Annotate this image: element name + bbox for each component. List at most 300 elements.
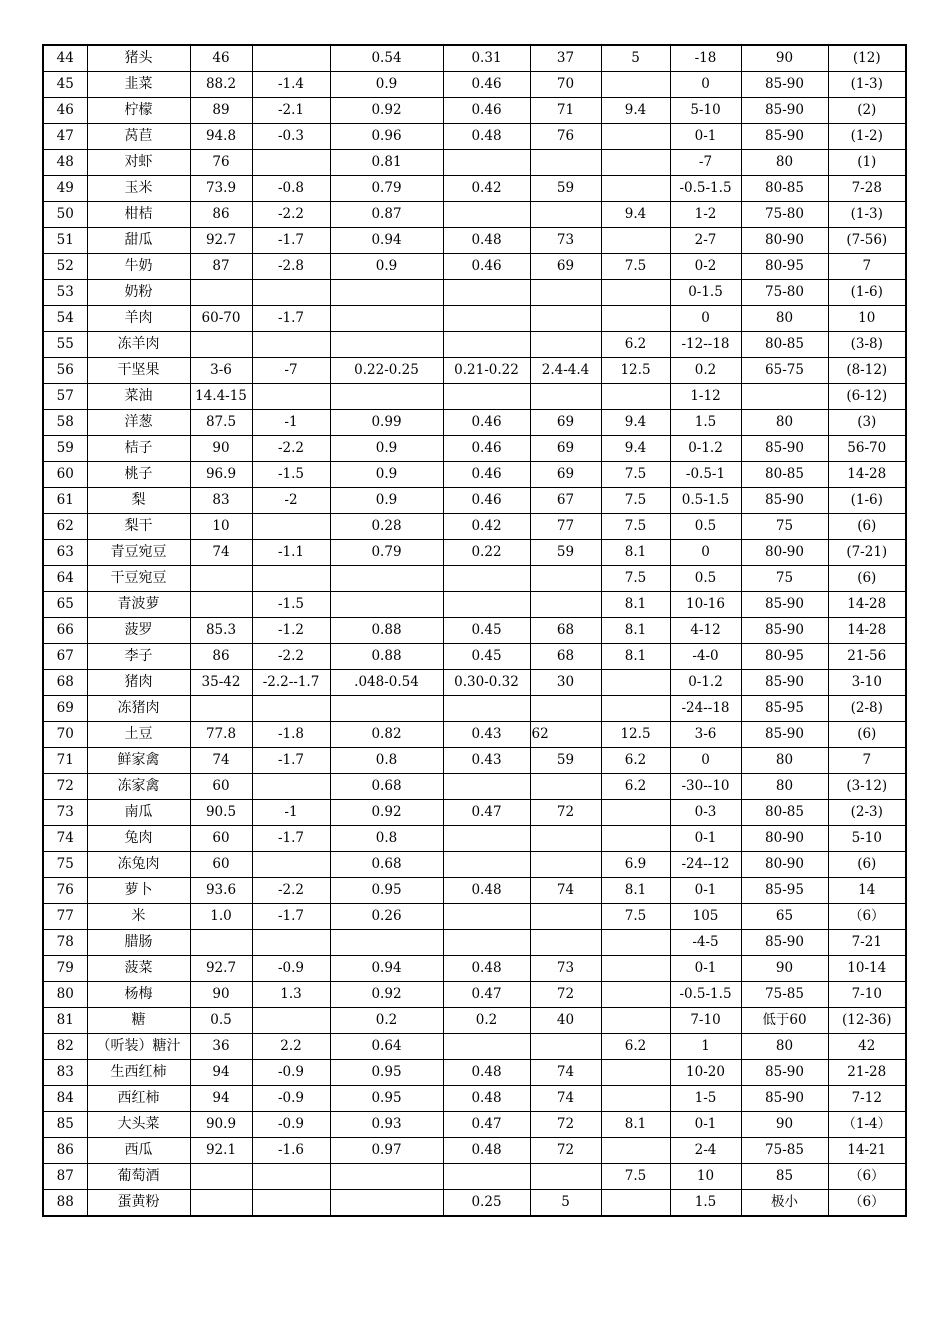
food-name-cell: 萝卜 xyxy=(87,878,190,904)
freezing-point-cell xyxy=(252,45,330,72)
heat-of-respiration-cell xyxy=(601,956,670,982)
specific-heat-above-freezing-cell: 0.92 xyxy=(330,98,443,124)
table-row xyxy=(43,800,906,826)
freezing-point-cell: 2.2 xyxy=(252,1034,330,1060)
specific-heat-below-freezing-cell: 0.47 xyxy=(443,1112,530,1138)
relative-humidity-cell: 85-90 xyxy=(741,98,828,124)
row-number-cell: 67 xyxy=(43,644,87,670)
specific-heat-above-freezing-cell: 0.9 xyxy=(330,488,443,514)
latent-heat-cell xyxy=(530,150,601,176)
food-name-cell: （听装）糖汁 xyxy=(87,1034,190,1060)
storage-temperature-cell: 1-5 xyxy=(670,1086,741,1112)
relative-humidity-cell: 80-85 xyxy=(741,332,828,358)
latent-heat-cell xyxy=(530,696,601,722)
table-row xyxy=(43,176,906,202)
relative-humidity-cell: 80-85 xyxy=(741,800,828,826)
food-name-cell: 对虾 xyxy=(87,150,190,176)
specific-heat-below-freezing-cell: 0.47 xyxy=(443,982,530,1008)
storage-temperature-cell: -12--18 xyxy=(670,332,741,358)
specific-heat-below-freezing-cell: 0.2 xyxy=(443,1008,530,1034)
specific-heat-above-freezing-cell xyxy=(330,930,443,956)
latent-heat-cell xyxy=(530,384,601,410)
food-name-cell: 兔肉 xyxy=(87,826,190,852)
food-name-cell: 莴苣 xyxy=(87,124,190,150)
specific-heat-below-freezing-cell: 0.48 xyxy=(443,956,530,982)
storage-temperature-cell: 2-4 xyxy=(670,1138,741,1164)
water-content-cell: 90 xyxy=(190,982,252,1008)
relative-humidity-cell: 85-90 xyxy=(741,722,828,748)
storage-temperature-cell: -7 xyxy=(670,150,741,176)
heat-of-respiration-cell xyxy=(601,1060,670,1086)
freezing-point-cell xyxy=(252,1164,330,1190)
specific-heat-below-freezing-cell: 0.42 xyxy=(443,176,530,202)
storage-temperature-cell: 105 xyxy=(670,904,741,930)
storage-temperature-cell: 0-1 xyxy=(670,826,741,852)
relative-humidity-cell: 80-95 xyxy=(741,254,828,280)
specific-heat-below-freezing-cell xyxy=(443,280,530,306)
food-name-cell: 李子 xyxy=(87,644,190,670)
storage-temperature-cell: 0-3 xyxy=(670,800,741,826)
table-row xyxy=(43,202,906,228)
specific-heat-above-freezing-cell xyxy=(330,280,443,306)
latent-heat-cell: 37 xyxy=(530,45,601,72)
heat-of-respiration-cell: 6.9 xyxy=(601,852,670,878)
freezing-point-cell: -0.9 xyxy=(252,1060,330,1086)
table-row xyxy=(43,696,906,722)
heat-of-respiration-cell xyxy=(601,176,670,202)
specific-heat-above-freezing-cell xyxy=(330,592,443,618)
heat-of-respiration-cell: 8.1 xyxy=(601,618,670,644)
heat-of-respiration-cell xyxy=(601,1190,670,1217)
latent-heat-cell: 69 xyxy=(530,410,601,436)
heat-of-respiration-cell: 12.5 xyxy=(601,358,670,384)
water-content-cell xyxy=(190,566,252,592)
freezing-point-cell: -1 xyxy=(252,410,330,436)
specific-heat-above-freezing-cell xyxy=(330,1190,443,1217)
latent-heat-cell: 74 xyxy=(530,1086,601,1112)
storage-temperature-cell: 10-20 xyxy=(670,1060,741,1086)
relative-humidity-cell: 80 xyxy=(741,774,828,800)
water-content-cell: 90 xyxy=(190,436,252,462)
specific-heat-below-freezing-cell xyxy=(443,774,530,800)
specific-heat-below-freezing-cell: 0.46 xyxy=(443,98,530,124)
storage-period-cell: (8-12) xyxy=(828,358,906,384)
specific-heat-below-freezing-cell xyxy=(443,826,530,852)
freezing-point-cell: 1.3 xyxy=(252,982,330,1008)
relative-humidity-cell: 80-90 xyxy=(741,228,828,254)
freezing-point-cell: -1.1 xyxy=(252,540,330,566)
storage-period-cell: (3) xyxy=(828,410,906,436)
storage-period-cell: 7-28 xyxy=(828,176,906,202)
latent-heat-cell xyxy=(530,774,601,800)
table-row xyxy=(43,1164,906,1190)
freezing-point-cell: -1.6 xyxy=(252,1138,330,1164)
storage-period-cell: 7 xyxy=(828,254,906,280)
relative-humidity-cell: 80 xyxy=(741,150,828,176)
row-number-cell: 72 xyxy=(43,774,87,800)
latent-heat-cell: 69 xyxy=(530,436,601,462)
row-number-cell: 66 xyxy=(43,618,87,644)
specific-heat-below-freezing-cell: 0.31 xyxy=(443,45,530,72)
freezing-point-cell xyxy=(252,696,330,722)
row-number-cell: 60 xyxy=(43,462,87,488)
specific-heat-below-freezing-cell: 0.21-0.22 xyxy=(443,358,530,384)
storage-temperature-cell: -30--10 xyxy=(670,774,741,800)
latent-heat-cell: 70 xyxy=(530,72,601,98)
relative-humidity-cell: 85-90 xyxy=(741,436,828,462)
specific-heat-above-freezing-cell: 0.95 xyxy=(330,878,443,904)
storage-period-cell: (2-3) xyxy=(828,800,906,826)
latent-heat-cell: 40 xyxy=(530,1008,601,1034)
specific-heat-above-freezing-cell: 0.92 xyxy=(330,800,443,826)
water-content-cell: 14.4-15 xyxy=(190,384,252,410)
specific-heat-below-freezing-cell: 0.46 xyxy=(443,254,530,280)
row-number-cell: 46 xyxy=(43,98,87,124)
relative-humidity-cell: 90 xyxy=(741,956,828,982)
table-row xyxy=(43,904,906,930)
table-row xyxy=(43,332,906,358)
row-number-cell: 45 xyxy=(43,72,87,98)
specific-heat-above-freezing-cell xyxy=(330,566,443,592)
specific-heat-below-freezing-cell xyxy=(443,904,530,930)
specific-heat-above-freezing-cell: 0.8 xyxy=(330,748,443,774)
storage-temperature-cell: 0-1 xyxy=(670,878,741,904)
latent-heat-cell xyxy=(530,280,601,306)
storage-temperature-cell: -18 xyxy=(670,45,741,72)
storage-period-cell: 14-28 xyxy=(828,462,906,488)
storage-period-cell: (1-6) xyxy=(828,280,906,306)
specific-heat-below-freezing-cell xyxy=(443,1034,530,1060)
relative-humidity-cell: 80-90 xyxy=(741,826,828,852)
freezing-point-cell: -2.2--1.7 xyxy=(252,670,330,696)
row-number-cell: 86 xyxy=(43,1138,87,1164)
heat-of-respiration-cell xyxy=(601,826,670,852)
specific-heat-below-freezing-cell: 0.46 xyxy=(443,462,530,488)
storage-temperature-cell: 3-6 xyxy=(670,722,741,748)
water-content-cell: 60-70 xyxy=(190,306,252,332)
specific-heat-above-freezing-cell: .048-0.54 xyxy=(330,670,443,696)
water-content-cell: 89 xyxy=(190,98,252,124)
storage-temperature-cell: 4-12 xyxy=(670,618,741,644)
table-row xyxy=(43,488,906,514)
row-number-cell: 51 xyxy=(43,228,87,254)
row-number-cell: 44 xyxy=(43,45,87,72)
heat-of-respiration-cell xyxy=(601,72,670,98)
storage-period-cell: (1-2) xyxy=(828,124,906,150)
storage-temperature-cell: 0-1.5 xyxy=(670,280,741,306)
relative-humidity-cell: 80-95 xyxy=(741,644,828,670)
water-content-cell: 87.5 xyxy=(190,410,252,436)
heat-of-respiration-cell: 7.5 xyxy=(601,488,670,514)
table-row xyxy=(43,566,906,592)
heat-of-respiration-cell: 8.1 xyxy=(601,644,670,670)
table-row xyxy=(43,592,906,618)
relative-humidity-cell: 85-90 xyxy=(741,592,828,618)
water-content-cell: 90.9 xyxy=(190,1112,252,1138)
row-number-cell: 74 xyxy=(43,826,87,852)
latent-heat-cell: 72 xyxy=(530,1112,601,1138)
freezing-point-cell xyxy=(252,514,330,540)
storage-period-cell: 5-10 xyxy=(828,826,906,852)
storage-period-cell: (6) xyxy=(828,722,906,748)
heat-of-respiration-cell xyxy=(601,124,670,150)
heat-of-respiration-cell: 8.1 xyxy=(601,1112,670,1138)
latent-heat-cell xyxy=(530,306,601,332)
storage-temperature-cell: 0-1 xyxy=(670,956,741,982)
row-number-cell: 61 xyxy=(43,488,87,514)
water-content-cell: 90.5 xyxy=(190,800,252,826)
freezing-point-cell: -2.2 xyxy=(252,436,330,462)
specific-heat-above-freezing-cell: 0.28 xyxy=(330,514,443,540)
row-number-cell: 57 xyxy=(43,384,87,410)
storage-temperature-cell: 0.2 xyxy=(670,358,741,384)
specific-heat-below-freezing-cell xyxy=(443,852,530,878)
latent-heat-cell: 67 xyxy=(530,488,601,514)
freezing-point-cell: -0.9 xyxy=(252,1086,330,1112)
table-row xyxy=(43,1034,906,1060)
heat-of-respiration-cell: 7.5 xyxy=(601,904,670,930)
heat-of-respiration-cell: 6.2 xyxy=(601,332,670,358)
storage-temperature-cell: -4-0 xyxy=(670,644,741,670)
relative-humidity-cell: 65-75 xyxy=(741,358,828,384)
latent-heat-cell xyxy=(530,1164,601,1190)
specific-heat-below-freezing-cell xyxy=(443,1164,530,1190)
specific-heat-above-freezing-cell: 0.81 xyxy=(330,150,443,176)
specific-heat-above-freezing-cell: 0.95 xyxy=(330,1060,443,1086)
relative-humidity-cell: 80 xyxy=(741,306,828,332)
row-number-cell: 84 xyxy=(43,1086,87,1112)
table-row xyxy=(43,1008,906,1034)
storage-period-cell: (6) xyxy=(828,514,906,540)
latent-heat-cell: 77 xyxy=(530,514,601,540)
storage-period-cell: (6) xyxy=(828,852,906,878)
relative-humidity-cell: 85-90 xyxy=(741,618,828,644)
water-content-cell xyxy=(190,1164,252,1190)
latent-heat-cell: 30 xyxy=(530,670,601,696)
specific-heat-below-freezing-cell xyxy=(443,566,530,592)
specific-heat-below-freezing-cell xyxy=(443,332,530,358)
storage-temperature-cell: 10 xyxy=(670,1164,741,1190)
food-name-cell: 青豆宛豆 xyxy=(87,540,190,566)
latent-heat-cell xyxy=(530,592,601,618)
table-row xyxy=(43,98,906,124)
freezing-point-cell xyxy=(252,280,330,306)
storage-period-cell: (3-8) xyxy=(828,332,906,358)
specific-heat-above-freezing-cell xyxy=(330,306,443,332)
specific-heat-below-freezing-cell: 0.48 xyxy=(443,1138,530,1164)
storage-temperature-cell: -0.5-1 xyxy=(670,462,741,488)
table-row xyxy=(43,722,906,748)
water-content-cell: 86 xyxy=(190,202,252,228)
specific-heat-below-freezing-cell xyxy=(443,930,530,956)
table-row xyxy=(43,462,906,488)
storage-temperature-cell: -24--18 xyxy=(670,696,741,722)
table-row xyxy=(43,150,906,176)
water-content-cell: 94 xyxy=(190,1060,252,1086)
heat-of-respiration-cell: 7.5 xyxy=(601,462,670,488)
specific-heat-below-freezing-cell: 0.48 xyxy=(443,1060,530,1086)
water-content-cell xyxy=(190,280,252,306)
freezing-point-cell: -2.8 xyxy=(252,254,330,280)
relative-humidity-cell: 90 xyxy=(741,1112,828,1138)
table-row xyxy=(43,124,906,150)
specific-heat-above-freezing-cell: 0.94 xyxy=(330,228,443,254)
food-name-cell: 甜瓜 xyxy=(87,228,190,254)
row-number-cell: 47 xyxy=(43,124,87,150)
water-content-cell: 92.1 xyxy=(190,1138,252,1164)
table-row xyxy=(43,748,906,774)
food-name-cell: 韭菜 xyxy=(87,72,190,98)
freezing-point-cell xyxy=(252,1008,330,1034)
storage-period-cell: (1) xyxy=(828,150,906,176)
relative-humidity-cell: 80 xyxy=(741,748,828,774)
freezing-point-cell: -1.8 xyxy=(252,722,330,748)
specific-heat-below-freezing-cell xyxy=(443,202,530,228)
specific-heat-above-freezing-cell xyxy=(330,332,443,358)
specific-heat-above-freezing-cell: 0.96 xyxy=(330,124,443,150)
food-name-cell: 西红柿 xyxy=(87,1086,190,1112)
heat-of-respiration-cell: 7.5 xyxy=(601,1164,670,1190)
specific-heat-below-freezing-cell xyxy=(443,306,530,332)
row-number-cell: 54 xyxy=(43,306,87,332)
row-number-cell: 49 xyxy=(43,176,87,202)
table-row xyxy=(43,1086,906,1112)
latent-heat-cell: 72 xyxy=(530,982,601,1008)
row-number-cell: 65 xyxy=(43,592,87,618)
storage-temperature-cell: 0.5 xyxy=(670,566,741,592)
relative-humidity-cell: 85 xyxy=(741,1164,828,1190)
specific-heat-below-freezing-cell: 0.30-0.32 xyxy=(443,670,530,696)
food-name-cell: 奶粉 xyxy=(87,280,190,306)
water-content-cell: 88.2 xyxy=(190,72,252,98)
row-number-cell: 75 xyxy=(43,852,87,878)
water-content-cell: 46 xyxy=(190,45,252,72)
table-row xyxy=(43,930,906,956)
freezing-point-cell: -1 xyxy=(252,800,330,826)
freezing-point-cell: -1.5 xyxy=(252,462,330,488)
food-name-cell: 南瓜 xyxy=(87,800,190,826)
food-name-cell: 梨 xyxy=(87,488,190,514)
freezing-point-cell xyxy=(252,150,330,176)
storage-data-table xyxy=(42,44,907,1217)
storage-period-cell: （6） xyxy=(828,904,906,930)
water-content-cell: 83 xyxy=(190,488,252,514)
food-name-cell: 大头菜 xyxy=(87,1112,190,1138)
food-name-cell: 土豆 xyxy=(87,722,190,748)
storage-temperature-cell: 0-1.2 xyxy=(670,670,741,696)
specific-heat-below-freezing-cell: 0.46 xyxy=(443,488,530,514)
water-content-cell: 92.7 xyxy=(190,956,252,982)
relative-humidity-cell: 85-90 xyxy=(741,930,828,956)
table-row xyxy=(43,1190,906,1217)
row-number-cell: 83 xyxy=(43,1060,87,1086)
freezing-point-cell: -2.1 xyxy=(252,98,330,124)
relative-humidity-cell: 85-90 xyxy=(741,124,828,150)
latent-heat-cell: 73 xyxy=(530,956,601,982)
row-number-cell: 58 xyxy=(43,410,87,436)
row-number-cell: 59 xyxy=(43,436,87,462)
specific-heat-above-freezing-cell: 0.9 xyxy=(330,254,443,280)
heat-of-respiration-cell xyxy=(601,1008,670,1034)
specific-heat-above-freezing-cell: 0.82 xyxy=(330,722,443,748)
food-name-cell: 杨梅 xyxy=(87,982,190,1008)
relative-humidity-cell: 85-95 xyxy=(741,878,828,904)
storage-period-cell: (12-36) xyxy=(828,1008,906,1034)
storage-temperature-cell: 0.5 xyxy=(670,514,741,540)
table-row xyxy=(43,878,906,904)
table-row xyxy=(43,670,906,696)
row-number-cell: 56 xyxy=(43,358,87,384)
table-row xyxy=(43,826,906,852)
specific-heat-below-freezing-cell: 0.42 xyxy=(443,514,530,540)
food-name-cell: 牛奶 xyxy=(87,254,190,280)
latent-heat-cell: 71 xyxy=(530,98,601,124)
latent-heat-cell: 5 xyxy=(530,1190,601,1217)
storage-period-cell: 10 xyxy=(828,306,906,332)
specific-heat-below-freezing-cell: 0.25 xyxy=(443,1190,530,1217)
row-number-cell: 81 xyxy=(43,1008,87,1034)
row-number-cell: 82 xyxy=(43,1034,87,1060)
storage-temperature-cell: -4-5 xyxy=(670,930,741,956)
food-name-cell: 生西红柿 xyxy=(87,1060,190,1086)
storage-period-cell: 14 xyxy=(828,878,906,904)
storage-temperature-cell: 0-1.2 xyxy=(670,436,741,462)
specific-heat-below-freezing-cell: 0.45 xyxy=(443,618,530,644)
heat-of-respiration-cell: 7.5 xyxy=(601,566,670,592)
specific-heat-below-freezing-cell: 0.46 xyxy=(443,436,530,462)
row-number-cell: 64 xyxy=(43,566,87,592)
freezing-point-cell xyxy=(252,384,330,410)
storage-period-cell: (7-56) xyxy=(828,228,906,254)
water-content-cell xyxy=(190,930,252,956)
heat-of-respiration-cell: 9.4 xyxy=(601,410,670,436)
table-row xyxy=(43,358,906,384)
heat-of-respiration-cell: 8.1 xyxy=(601,592,670,618)
food-name-cell: 桔子 xyxy=(87,436,190,462)
row-number-cell: 70 xyxy=(43,722,87,748)
specific-heat-below-freezing-cell: 0.46 xyxy=(443,72,530,98)
relative-humidity-cell: 80-90 xyxy=(741,540,828,566)
latent-heat-cell xyxy=(530,930,601,956)
storage-temperature-cell: 1-12 xyxy=(670,384,741,410)
row-number-cell: 48 xyxy=(43,150,87,176)
water-content-cell: 73.9 xyxy=(190,176,252,202)
row-number-cell: 50 xyxy=(43,202,87,228)
specific-heat-above-freezing-cell: 0.92 xyxy=(330,982,443,1008)
specific-heat-above-freezing-cell: 0.9 xyxy=(330,436,443,462)
heat-of-respiration-cell xyxy=(601,930,670,956)
water-content-cell: 76 xyxy=(190,150,252,176)
latent-heat-cell xyxy=(530,852,601,878)
specific-heat-above-freezing-cell: 0.54 xyxy=(330,45,443,72)
food-name-cell: 干坚果 xyxy=(87,358,190,384)
relative-humidity-cell: 85-90 xyxy=(741,1086,828,1112)
relative-humidity-cell: 75-80 xyxy=(741,280,828,306)
table-row xyxy=(43,410,906,436)
relative-humidity-cell: 75 xyxy=(741,514,828,540)
row-number-cell: 69 xyxy=(43,696,87,722)
specific-heat-below-freezing-cell xyxy=(443,384,530,410)
table-row xyxy=(43,384,906,410)
specific-heat-below-freezing-cell xyxy=(443,696,530,722)
specific-heat-below-freezing-cell: 0.43 xyxy=(443,748,530,774)
relative-humidity-cell xyxy=(741,384,828,410)
specific-heat-above-freezing-cell: 0.95 xyxy=(330,1086,443,1112)
storage-period-cell: (12) xyxy=(828,45,906,72)
latent-heat-cell xyxy=(530,904,601,930)
relative-humidity-cell: 75-85 xyxy=(741,1138,828,1164)
table-row xyxy=(43,436,906,462)
